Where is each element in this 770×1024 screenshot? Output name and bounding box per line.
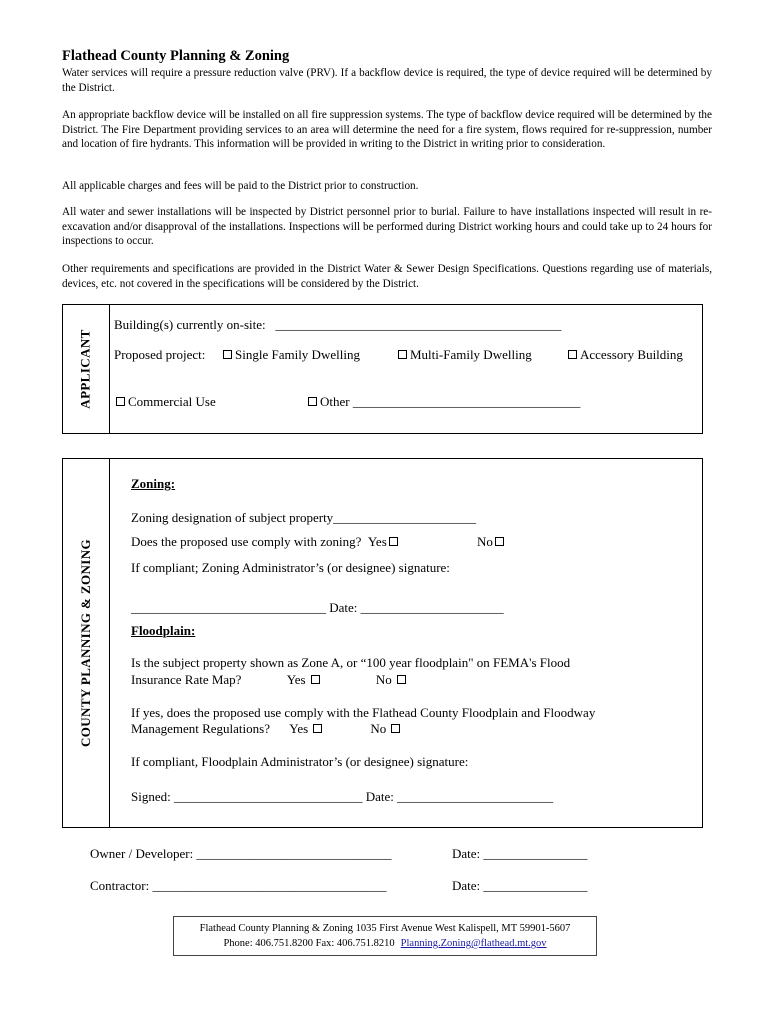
- checkbox-icon[interactable]: [223, 350, 232, 359]
- footer-address: Flathead County Planning & Zoning 1035 First Avenue West Kalispell, MT 59901-5607: [199, 923, 571, 934]
- no-checkbox-icon[interactable]: [495, 537, 504, 546]
- no-checkbox-icon[interactable]: [397, 675, 406, 684]
- yes-checkbox-icon[interactable]: [313, 724, 322, 733]
- contractor-field[interactable]: Contractor: ____________________________________: [90, 878, 387, 893]
- county-side-label: COUNTY PLANNING & ZONING: [63, 459, 110, 827]
- yes-checkbox-icon[interactable]: [311, 675, 320, 684]
- checkbox-icon[interactable]: [308, 397, 317, 406]
- multi-family-option[interactable]: Multi-Family Dwelling: [396, 347, 532, 363]
- zoning-no-option[interactable]: No: [477, 534, 507, 550]
- page-title: Flathead County Planning & Zoning: [62, 48, 290, 64]
- county-planning-section: [62, 458, 703, 828]
- paragraph-fees: All applicable charges and fees will be paid to the District prior to construction.: [62, 180, 419, 192]
- commercial-use-option[interactable]: Commercial Use: [114, 394, 216, 410]
- zoning-heading: Zoning:: [131, 476, 176, 491]
- zoning-comply-question: Does the proposed use comply with zoning? Yes: [131, 534, 401, 550]
- floodplain-heading: Floodplain:: [131, 623, 196, 638]
- yes-checkbox-icon[interactable]: [389, 537, 398, 546]
- applicant-side-label: APPLICANT: [63, 305, 110, 433]
- checkbox-icon[interactable]: [568, 350, 577, 359]
- paragraph-inspection: All water and sewer installations will be inspected by District personnel prior to burial. Failure to have installations inspected will result in re-excavation and/or disapproval of the installations. Inspections will be performed during District working hours and could take up to 24 hours for inspections to occur.: [62, 206, 712, 248]
- zoning-signature-label: If compliant; Zoning Administrator’s (or designee) signature:: [131, 560, 450, 575]
- zoning-designation-field[interactable]: Zoning designation of subject property______________________: [131, 510, 477, 525]
- floodplain-comply-question: If yes, does the proposed use comply with the Flathead County Floodplain and Floodway: [131, 705, 596, 720]
- footer-contact-box: [173, 916, 597, 956]
- no-checkbox-icon[interactable]: [391, 724, 400, 733]
- floodplain-signature-line[interactable]: Signed: _____________________________ Date: ________________________: [131, 789, 554, 804]
- floodplain-signature-label: If compliant, Floodplain Administrator’s (or designee) signature:: [131, 754, 469, 769]
- owner-date-field[interactable]: Date: ________________: [452, 846, 588, 861]
- paragraph-specifications: Other requirements and specifications are provided in the District Water & Sewer Design Specifications. Questions regarding use of materials, devices, etc. not covered in the specifications will be considered by the District.: [62, 263, 712, 290]
- other-option[interactable]: Other ___________________________________: [306, 394, 580, 410]
- zone-a-question: Is the subject property shown as Zone A, or “100 year floodplain" on FEMA's Flood: [131, 655, 571, 670]
- zone-a-question-cont: Insurance Rate Map? Yes No: [131, 672, 409, 688]
- floodplain-comply-question-cont: Management Regulations? Yes No: [131, 721, 403, 737]
- contractor-date-field[interactable]: Date: ________________: [452, 878, 588, 893]
- accessory-building-option[interactable]: Accessory Building: [566, 347, 683, 363]
- paragraph-prv: Water services will require a pressure reduction valve (PRV). If a backflow device is required, the type of device required will be determined by the District.: [62, 67, 712, 94]
- paragraph-backflow: An appropriate backflow device will be installed on all fire suppression systems. The type of backflow device required will be determined by the District. The Fire Department providing services to an area will determine the need for a fire system, flows required for re-suppression, number and location of fire hydrants. This information will be provided in writing to the District in writing prior to consideration.: [62, 109, 712, 151]
- checkbox-icon[interactable]: [116, 397, 125, 406]
- single-family-option[interactable]: Single Family Dwelling: [221, 347, 360, 363]
- footer-phone-line: Phone: 406.751.8200 Fax: 406.751.8210 Planning.Zoning@flathead.mt.gov: [223, 938, 547, 949]
- email-link[interactable]: Planning.Zoning@flathead.mt.gov: [400, 938, 547, 949]
- checkbox-icon[interactable]: [398, 350, 407, 359]
- buildings-on-site-field[interactable]: Building(s) currently on-site: ____________________________________________: [114, 317, 562, 332]
- applicant-section: [62, 304, 703, 434]
- zoning-signature-line[interactable]: ______________________________ Date: ______________________: [131, 600, 504, 615]
- owner-developer-field[interactable]: Owner / Developer: ______________________________: [90, 846, 392, 861]
- proposed-project-label: Proposed project:: [114, 347, 206, 362]
